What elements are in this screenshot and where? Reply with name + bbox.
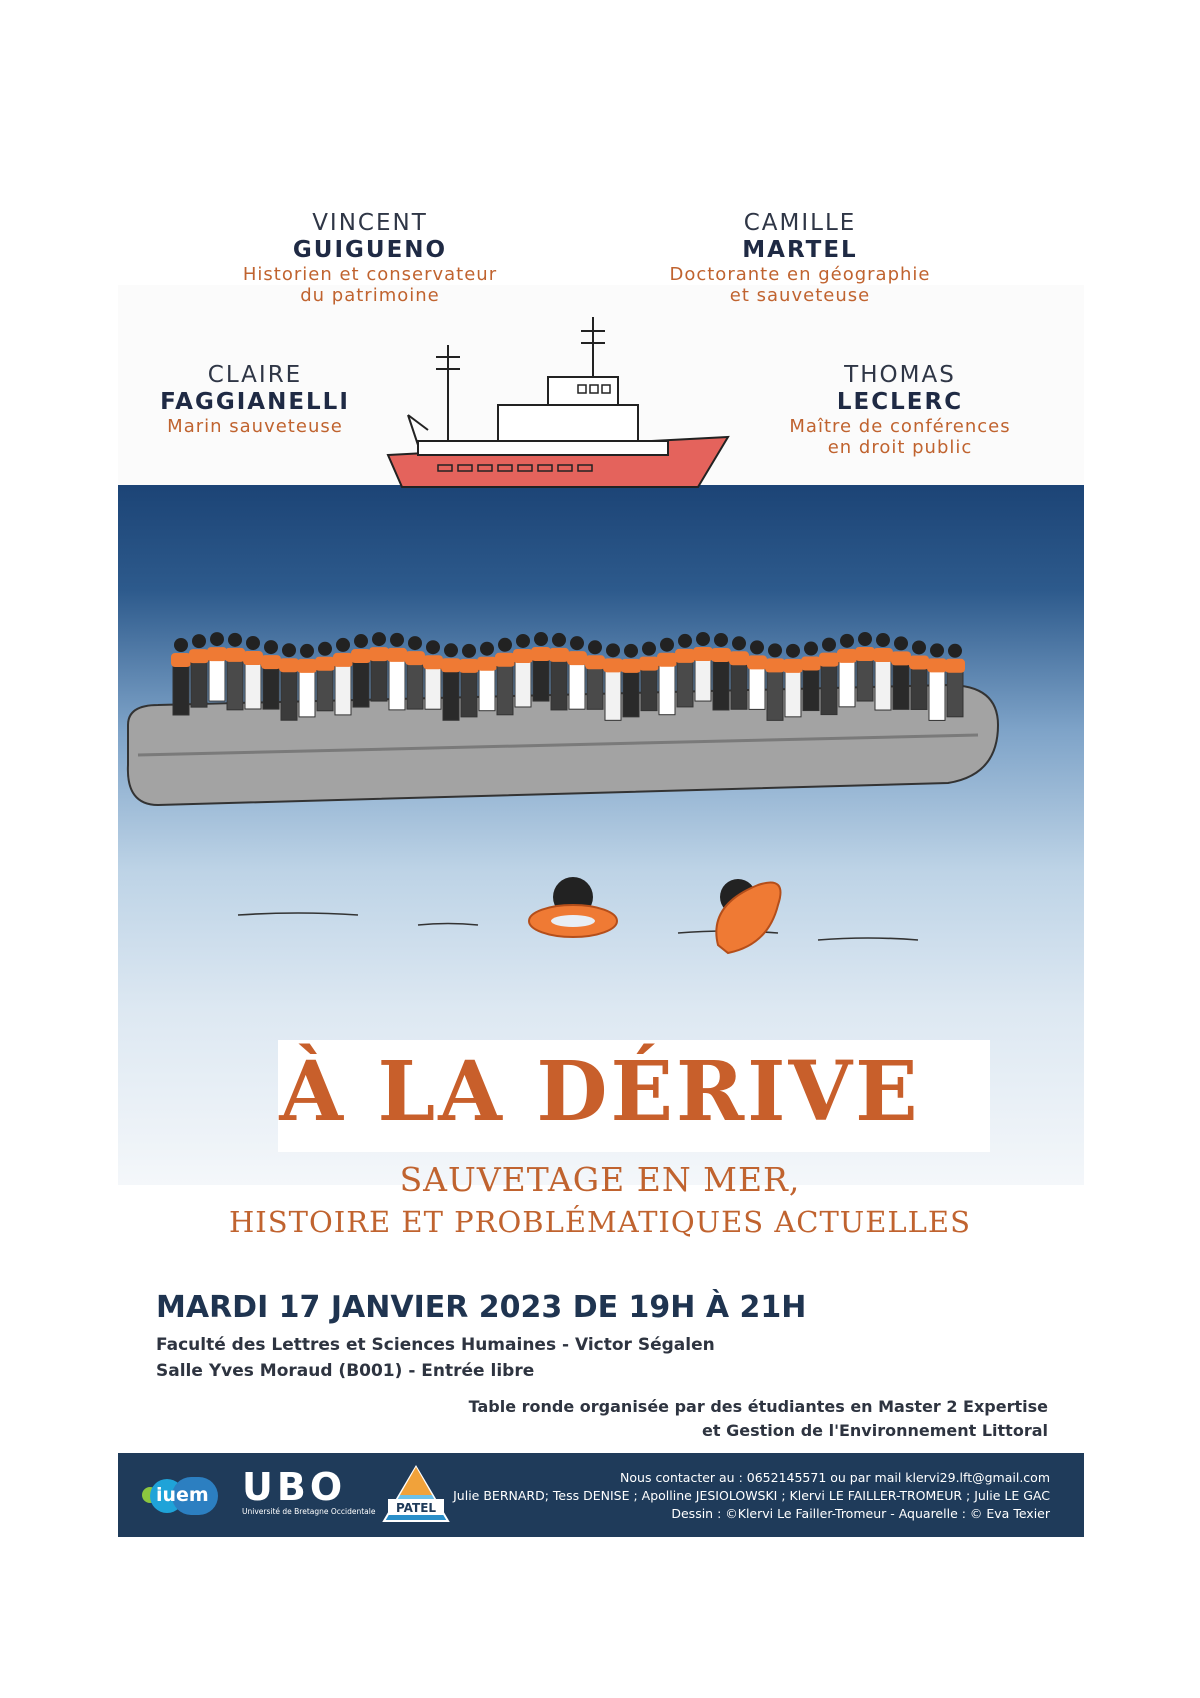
speaker-role: en droit public [827, 437, 973, 459]
contact-info [410, 1469, 1050, 1523]
speaker-first-name: THOMAS [844, 362, 956, 388]
event-date: MARDI 17 JANVIER 2023 DE 19H À 21H [156, 1290, 807, 1325]
iuem-logo [142, 1477, 220, 1515]
event-venue-room: Salle Yves Moraud (B001) - Entrée libre [156, 1361, 535, 1381]
organiser-line-1: Table ronde organisée par des étudiantes en Master 2 Expertise [468, 1397, 1048, 1416]
ubo-logo-text: UBO [242, 1465, 347, 1509]
speaker-role: et sauveteuse [729, 285, 871, 307]
speaker-role: Maître de conférences [789, 416, 1011, 438]
speaker-last-name: MARTEL [742, 237, 858, 264]
ubo-logo-subtitle: Université de Bretagne Occidentale [242, 1507, 376, 1516]
ubo-logo [242, 1465, 376, 1527]
poster-title: À LA DÉRIVE [279, 1044, 921, 1140]
speaker-last-name: GUIGUENO [292, 237, 448, 264]
organiser-line-2: et Gestion de l'Environnement Littoral [702, 1421, 1048, 1440]
speaker-first-name: CLAIRE [207, 362, 303, 388]
speaker-role: Doctorante en géographie [669, 264, 931, 286]
event-venue-faculty: Faculté des Lettres et Sciences Humaines - Victor Ségalen [156, 1335, 715, 1355]
speaker-vincent-guigueno [220, 210, 520, 307]
credits-line: Dessin : ©Klervi Le Failler-Tromeur - Aquarelle : © Eva Texier [671, 1506, 1050, 1521]
team-line: Julie BERNARD; Tess DENISE ; Apolline JESIOLOWSKI ; Klervi LE FAILLER-TROMEUR ; Julie LE GAC [453, 1488, 1050, 1503]
speaker-thomas-leclerc [760, 362, 1040, 459]
contact-line: Nous contacter au : 0652145571 ou par mail klervi29.lft@gmail.com [620, 1470, 1050, 1485]
subtitle-line-1: SAUVETAGE EN MER, [399, 1160, 801, 1199]
speaker-first-name: CAMILLE [743, 210, 857, 236]
speaker-claire-faggianelli [140, 362, 370, 437]
subtitle-line-2: HISTOIRE ET PROBLÉMATIQUES ACTUELLES [229, 1205, 971, 1239]
speaker-first-name: VINCENT [312, 210, 428, 236]
speaker-role: Historien et conservateur [242, 264, 498, 286]
speaker-last-name: LECLERC [836, 389, 964, 416]
footer-band [118, 1453, 1084, 1537]
iuem-logo-text: iuem [156, 1484, 209, 1506]
speaker-last-name: FAGGIANELLI [160, 389, 350, 416]
patel-logo-text: PATEL [395, 1501, 437, 1515]
speaker-role: Marin sauveteuse [167, 416, 343, 438]
speaker-camille-martel [640, 210, 960, 307]
speaker-role: du patrimoine [300, 285, 440, 307]
